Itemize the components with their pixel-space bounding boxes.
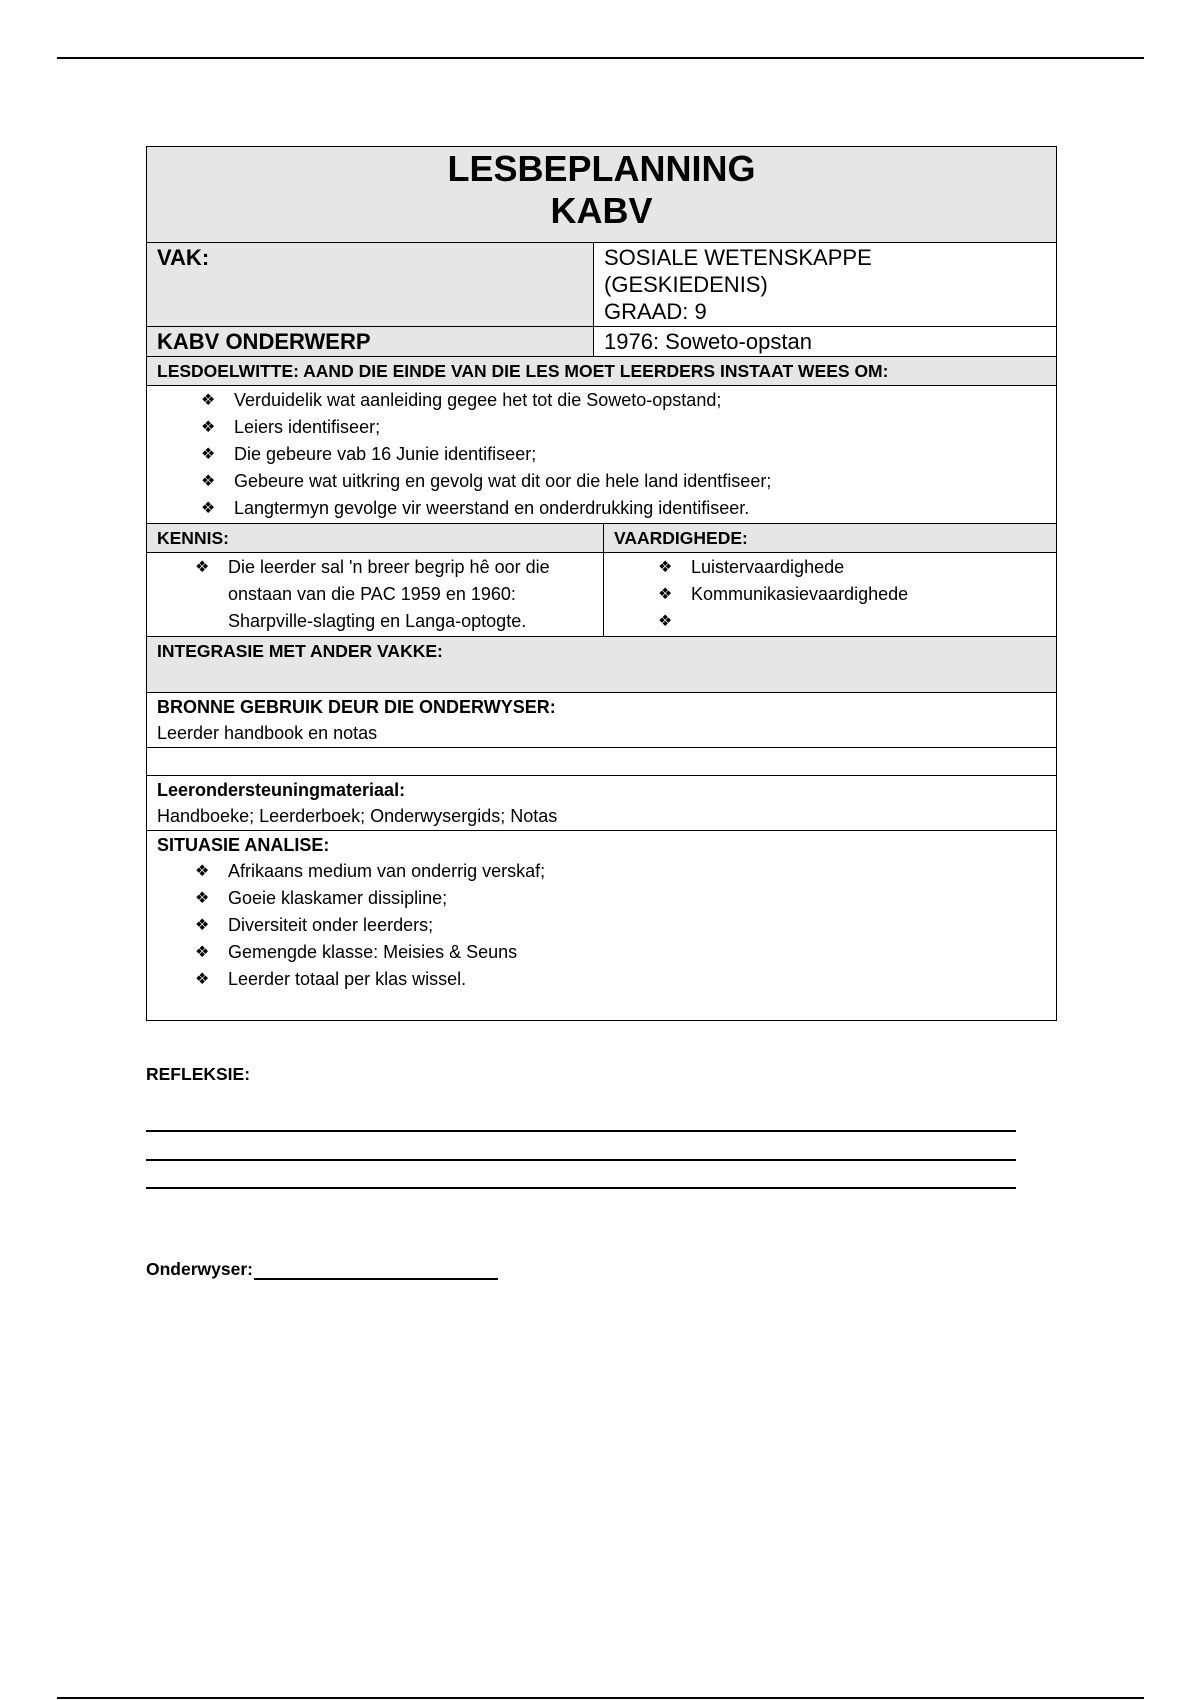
- title-cell: [147, 147, 1057, 243]
- list-item: ❖ Kommunikasievaardighede: [658, 581, 1046, 608]
- integrasie-label: INTEGRASIE MET ANDER VAKKE:: [147, 637, 1057, 693]
- list-item: ❖ Langtermyn gevolge vir weerstand en onderdrukking identifiseer.: [201, 495, 1046, 522]
- signature-line: [254, 1258, 498, 1280]
- list-item: ❖ Gebeure wat uitkring en gevolg wat dit oor die hele land identfiseer;: [201, 468, 1046, 495]
- lom-value: Handboeke; Leerderboek; Onderwysergids; Notas: [157, 806, 558, 826]
- vak-value: [594, 243, 1057, 327]
- list-item: ❖ Die gebeure vab 16 Junie identifiseer;: [201, 441, 1046, 468]
- list-item: ❖ Afrikaans medium van onderrig verskaf;: [195, 858, 1046, 885]
- bronne-value: Leerder handbook en notas: [157, 723, 378, 743]
- lesdoelwitte-cell: [147, 386, 1057, 524]
- vaardighede-cell: [604, 553, 1057, 637]
- situasie-list: [157, 858, 1046, 993]
- vak-value-line: SOSIALE WETENSKAPPE: [604, 245, 872, 270]
- onderwerp-label: KABV ONDERWERP: [147, 327, 594, 357]
- kennis-list: [157, 554, 593, 635]
- vaardighede-label: VAARDIGHEDE:: [604, 524, 1057, 553]
- list-item: ❖ Verduidelik wat aanleiding gegee het tot die Soweto-opstand;: [201, 387, 1046, 414]
- vak-value-line: GRAAD: 9: [604, 299, 707, 324]
- refleksie-line: [146, 1130, 1016, 1132]
- list-item: ❖ Leerder totaal per klas wissel.: [195, 966, 1046, 993]
- vak-label: VAK:: [147, 243, 594, 327]
- list-item: ❖ Goeie klaskamer dissipline;: [195, 885, 1046, 912]
- bronne-label: BRONNE GEBRUIK DEUR DIE ONDERWYSER:: [157, 697, 556, 717]
- lesson-plan-table: [146, 146, 1057, 1021]
- list-item: ❖ Diversiteit onder leerders;: [195, 912, 1046, 939]
- header-rule: [57, 57, 1144, 59]
- bronne-cell: [147, 693, 1057, 748]
- list-item: [658, 608, 1046, 635]
- lom-cell: [147, 776, 1057, 831]
- list-item: ❖ Leiers identifiseer;: [201, 414, 1046, 441]
- onderwyser-row: [146, 1258, 498, 1280]
- refleksie-line: [146, 1187, 1016, 1189]
- lesdoelwitte-heading: LESDOELWITTE: AAND DIE EINDE VAN DIE LES MOET LEERDERS INSTAAT WEES OM:: [147, 357, 1057, 386]
- refleksie-label: REFLEKSIE:: [146, 1064, 251, 1084]
- empty-row: [147, 748, 1057, 776]
- footer-rule: [57, 1697, 1144, 1699]
- onderwerp-value: 1976: Soweto-opstan: [594, 327, 1057, 357]
- vaardighede-list: [614, 554, 1046, 635]
- lesdoelwitte-list: [157, 387, 1046, 522]
- situasie-label: SITUASIE ANALISE:: [157, 835, 330, 855]
- kennis-cell: [147, 553, 604, 637]
- title-line1: LESBEPLANNING: [447, 148, 756, 189]
- title-line2: KABV: [550, 190, 653, 231]
- vak-value-line: (GESKIEDENIS): [604, 272, 768, 297]
- onderwyser-label: Onderwyser:: [146, 1259, 253, 1279]
- list-item: ❖ Luistervaardighede: [658, 554, 1046, 581]
- kennis-label: KENNIS:: [147, 524, 604, 553]
- refleksie-line: [146, 1159, 1016, 1161]
- list-item: ❖ Die leerder sal 'n breer begrip hê oor die onstaan van die PAC 1959 en 1960: Sharpville-slagting en Langa-optogte.: [195, 554, 593, 635]
- lom-label: Leerondersteuningmateriaal:: [157, 780, 406, 800]
- situasie-cell: [147, 831, 1057, 1021]
- list-item: ❖ Gemengde klasse: Meisies & Seuns: [195, 939, 1046, 966]
